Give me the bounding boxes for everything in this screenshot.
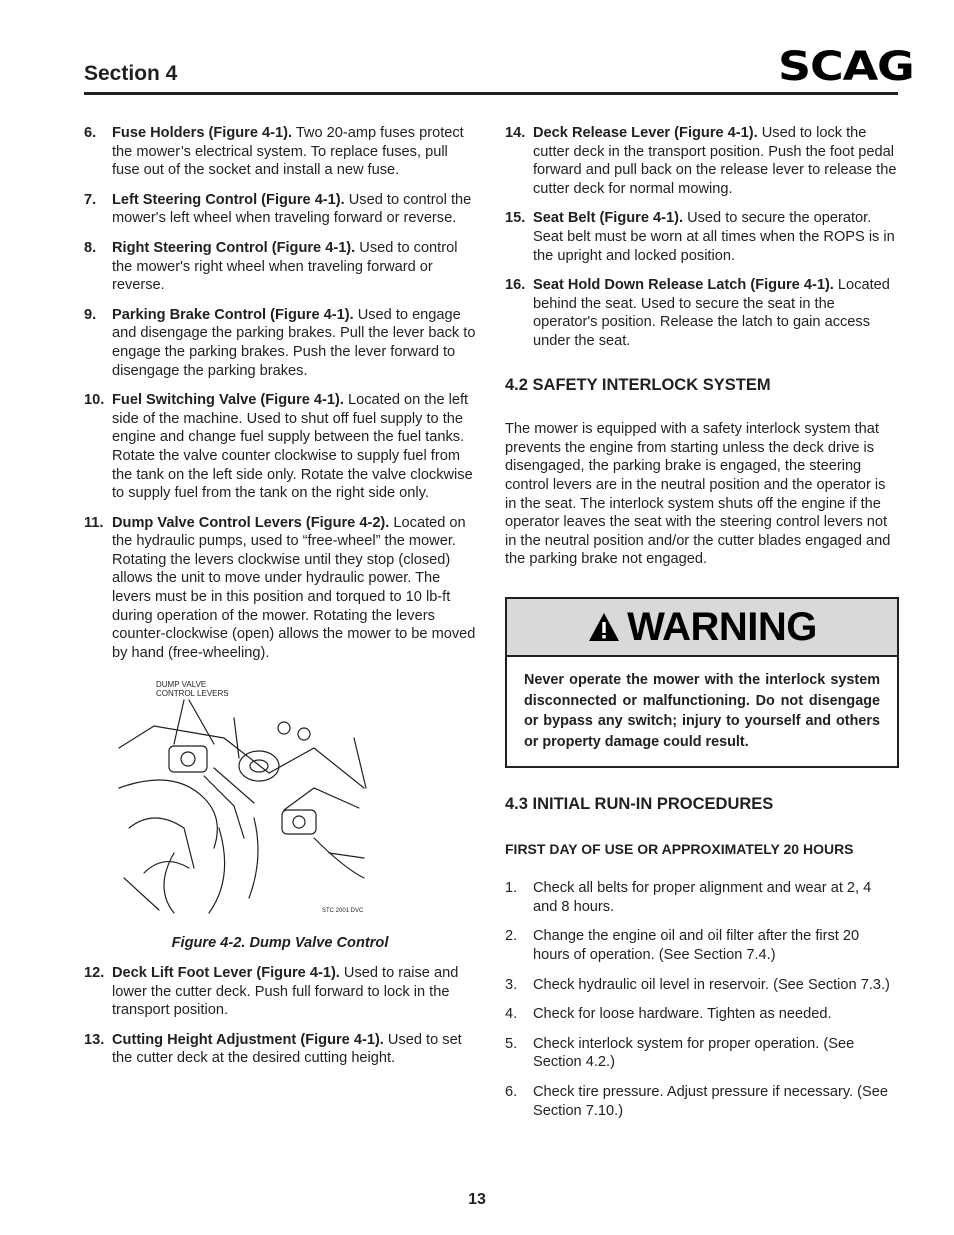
numbered-item [84,191,476,228]
item-text: Used to raise and lower the cutter deck. Push full forward to lock in the transport position. [112,965,459,1019]
numbered-item [84,391,476,503]
item-number: 16. [505,277,526,294]
right-item-list [505,124,898,351]
warning-header [507,599,897,657]
safety-body: The mower is equipped with a safety interlock system that prevents the engine from starting unless the deck drive is disengaged, the parking brake is engaged, the steering control levers are in the neutral position and the operator is in the seat. The interlock system shuts off the engine if the operator leaves the seat with the steering control levers not in the neutral position and/or the cutter blades engaged and the parking brake not engaged. [505,421,891,568]
header-rule [84,92,898,95]
item-number: 4. [505,1006,518,1023]
item-number: 2. [505,928,518,945]
item-number: 10. [84,392,105,409]
item-number: 1. [505,880,518,897]
item-number: 9. [84,306,97,323]
dump-valve-illustration [114,678,374,918]
runin-step [505,927,898,964]
figure-label-line1: DUMP VALVE [156,680,207,690]
runin-step [505,976,898,995]
item-text: Check for loose hardware. Tighten as needed. [533,1006,832,1023]
item-lead: Seat Belt (Figure 4-1). [533,210,684,227]
runin-step [505,1035,898,1072]
item-number: 12. [84,965,105,982]
item-lead: Deck Lift Foot Lever (Figure 4-1). [112,965,340,982]
figure-label-line2: CONTROL LEVERS [156,689,229,699]
item-text: Used to secure the operator. Seat belt must be worn at all times when the ROPS is in the upright and locked position. [533,210,895,264]
numbered-item [84,514,476,663]
warning-text: Never operate the mower with the interlock system disconnected or malfunctioning. Do not disengage or bypass any switch; injury to yourself and others or property damage could result. [524,672,880,750]
item-text: Used to lock the cutter deck in the transport position. Push the foot pedal forward and pull back on the release lever to release the cutter deck for normal mowing. [533,125,897,197]
item-text: Two 20-amp fuses protect the mower’s electrical system. To replace fuses, pull fuse out of the socket and install a new fuse. [112,125,464,179]
item-text: Check interlock system for proper operation. (See Section 4.2.) [533,1035,855,1071]
item-text: Located behind the seat. Used to secure the seat in the operator's position. Release the latch to gain access under the seat. [533,277,890,349]
item-text: Check tire pressure. Adjust pressure if necessary. (See Section 7.10.) [533,1083,888,1119]
item-number: 7. [84,191,97,208]
item-number: 15. [505,210,526,227]
runin-step-list [505,879,898,1120]
numbered-item [84,306,476,380]
item-number: 13. [84,1031,105,1048]
numbered-item [505,209,898,265]
runin-subheading: FIRST DAY OF USE OR APPROXIMATELY 20 HOURS [505,840,854,857]
item-text: Change the engine oil and oil filter after the first 20 hours of operation. (See Section 7.4.) [533,928,860,963]
runin-step [505,1005,898,1024]
dump-valve-figure [114,678,374,918]
item-number: 6. [505,1083,518,1100]
left-item-list [84,124,476,662]
figure-code: STC 2001 DVC [322,908,364,915]
warning-box [505,597,899,768]
item-lead: Deck Release Lever (Figure 4-1). [533,125,758,141]
numbered-item [84,239,476,295]
warning-title: WARNING [627,604,817,649]
item-text: Used to control the mower's left wheel when traveling forward or reverse. [112,191,472,227]
right-column [505,124,898,569]
section-title: Section 4 [84,62,178,85]
numbered-item [505,124,898,198]
runin-heading: 4.3 INITIAL RUN-IN PROCEDURES [505,795,774,813]
item-number: 8. [84,239,97,256]
item-lead: Dump Valve Control Levers (Figure 4-2). [112,514,390,531]
left-item-list-continued [84,964,476,1068]
item-text: Used to set the cutter deck at the desired cutting height. [112,1031,462,1067]
item-text: Check all belts for proper alignment and wear at 2, 4 and 8 hours. [533,880,872,915]
numbered-item [84,1031,476,1068]
item-text: Check hydraulic oil level in reservoir. (See Section 7.3.) [533,976,890,993]
warning-triangle-icon [587,611,621,643]
left-column [84,124,476,1079]
safety-heading: 4.2 SAFETY INTERLOCK SYSTEM [505,375,771,394]
item-lead: Seat Hold Down Release Latch (Figure 4-1). [533,277,834,294]
numbered-item [84,124,476,180]
runin-step [505,879,898,916]
item-text: Used to control the mower's right wheel when traveling forward or reverse. [112,239,458,294]
item-text: Used to engage and disengage the parking brakes. Pull the lever back to engage the parking brakes. Push the lever forward to disengage the parking brakes. [112,306,476,379]
runin-section [505,795,898,1131]
item-lead: Fuel Switching Valve (Figure 4-1). [112,392,344,409]
item-lead: Left Steering Control (Figure 4-1). [112,191,345,208]
item-text: Located on the hydraulic pumps, used to “free-wheel” the mower. Rotating the levers clockwise until they stop (closed) allows the unit to move under hydraulic power. The levers must be in this position and torqued to 10 lb-ft during operation of the mower. Rotating the levers counter-clockwise (open) allows the mower to be moved by hand (free-wheeling). [112,514,476,661]
item-lead: Fuse Holders (Figure 4-1). [112,125,293,141]
page-number: 13 [468,1191,486,1208]
figure-caption: Figure 4-2. Dump Valve Control [171,935,389,952]
item-number: 5. [505,1035,518,1052]
runin-step [505,1083,898,1120]
item-lead: Right Steering Control (Figure 4-1). [112,239,356,256]
item-number: 6. [84,125,97,141]
item-number: 3. [505,976,518,993]
item-text: Located on the left side of the machine. Used to shut off fuel supply to the engine and change fuel supply between the fuel tanks. Rotate the valve counter clockwise to supply fuel from the tank on the left side only. Rotate the valve clockwise to supply fuel from the tank on the right side only. [112,392,473,502]
numbered-item [505,276,898,350]
item-lead: Parking Brake Control (Figure 4-1). [112,306,354,323]
numbered-item [84,964,476,1020]
scag-logo: SCAG [778,44,914,90]
item-number: 11. [84,514,104,531]
item-number: 14. [505,125,526,141]
item-lead: Cutting Height Adjustment (Figure 4-1). [112,1031,384,1048]
